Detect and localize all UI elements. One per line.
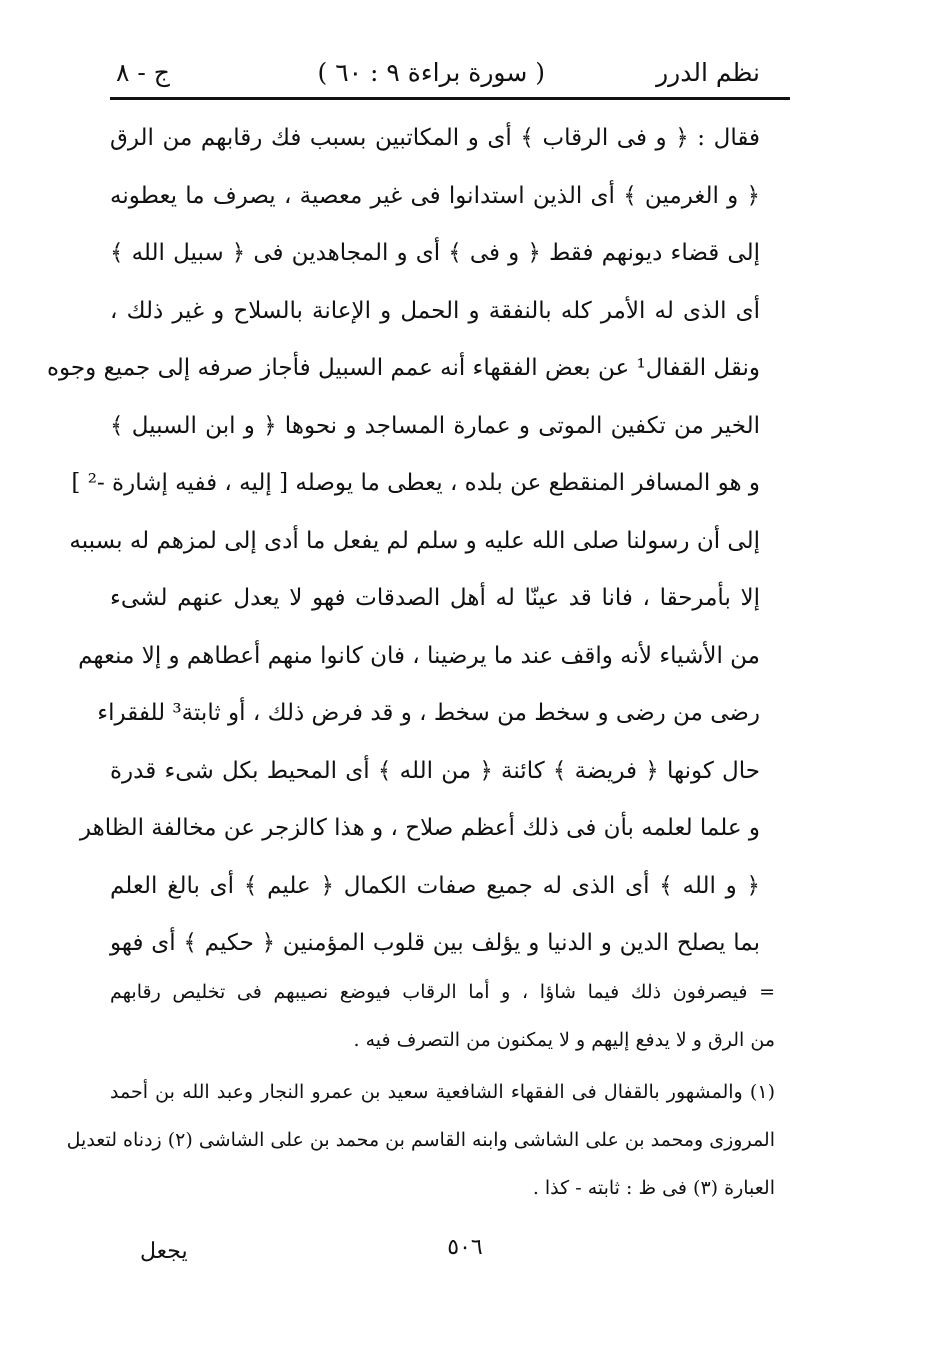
book-title: نظم الدرر: [656, 58, 760, 87]
catchword: يجعل: [140, 1239, 188, 1264]
footnote-line: = فيصرفون ذلك فيما شاؤا ، و أما الرقاب فيوضع نصيبهم فى تخليص رقابهم: [110, 981, 775, 1003]
text-line: ﴿ و الغرمين ﴾ أى الذين استدانوا فى غير معصية ، يصرف ما يعطونه: [110, 182, 760, 209]
text-line: حال كونها ﴿ فريضة ﴾ كائنة ﴿ من الله ﴾ أى المحيط بكل شىء قدرة: [110, 757, 760, 784]
text-line: و علما لعلمه بأن فى ذلك أعظم صلاح ، و هذا كالزجر عن مخالفة الظاهر: [79, 815, 760, 841]
surah-reference: ( سورة براءة ٩ : ٦٠ ): [317, 58, 545, 87]
text-line: الخير من تكفين الموتى و عمارة المساجد و نحوها ﴿ و ابن السبيل ﴾: [110, 412, 760, 439]
page-header: [110, 50, 790, 98]
text-line: إلا بأمرحقا ، فانا قد عينّا له أهل الصدقات فهو لا يعدل عنهم لشىء: [110, 585, 760, 611]
footnote-line: المروزى ومحمد بن على الشاشى وابنه القاسم بن محمد بن على الشاشى (٢) زدناه لتعديل: [66, 1129, 775, 1151]
text-line: رضى من رضى و سخط من سخط ، و قد فرض ذلك ، أو ثابتة³ للفقراء: [97, 700, 760, 726]
volume-number: ج - ٨: [116, 58, 170, 87]
text-line: إلى قضاء ديونهم فقط ﴿ و فى ﴾ أى و المجاهدين فى ﴿ سبيل الله ﴾: [110, 240, 760, 266]
text-line-content: بما يصلح الدين و الدنيا و يؤلف بين قلوب المؤمنين ﴿ حكيم ﴾ أى فهو: [110, 930, 760, 956]
text-line-content: ونقل القفال¹ عن بعض الفقهاء أنه عمم السبيل فأجاز صرفه إلى جميع وجوه: [47, 355, 760, 381]
footnote-line: (١) والمشهور بالقفال فى الفقهاء الشافعية سعيد بن عمرو النجار وعبد الله بن أحمد: [110, 1081, 775, 1103]
text-line: إلى أن رسولنا صلى الله عليه و سلم لم يفعل ما أدى إلى لمزهم له بسببه: [69, 527, 760, 554]
footnote-line: العبارة (٣) فى ظ : ثابته - كذا .: [532, 1177, 775, 1199]
text-line: أى الذى له الأمر كله بالنفقة و الحمل و الإعانة بالسلاح و غير ذلك ،: [110, 297, 760, 324]
text-line: [47, 348, 760, 406]
text-line-content: من الأشياء لأنه واقف عند ما يرضينا ، فان كانوا منهم أعطاهم و إلا منعهم: [78, 642, 760, 669]
text-line: و هو المسافر المنقطع عن بلده ، يعطى ما يوصله [ إليه ، ففيه إشارة -² ]: [71, 470, 760, 496]
main-text: [47, 118, 760, 981]
text-line: فقال : ﴿ و فى الرقاب ﴾ أى و المكاتبين بسبب فك رقابهم من الرق: [110, 125, 760, 151]
footnotes: [66, 972, 775, 1216]
footnote-line: من الرق و لا يدفع إليهم و لا يمكنون من التصرف فيه .: [353, 1029, 775, 1051]
header-rule: [110, 97, 790, 100]
text-line: [78, 636, 760, 694]
text-line: ﴿ و الله ﴾ أى الذى له جميع صفات الكمال ﴿ عليم ﴾ أى بالغ العلم: [110, 872, 760, 899]
page-number: ٥٠٦: [447, 1235, 483, 1260]
